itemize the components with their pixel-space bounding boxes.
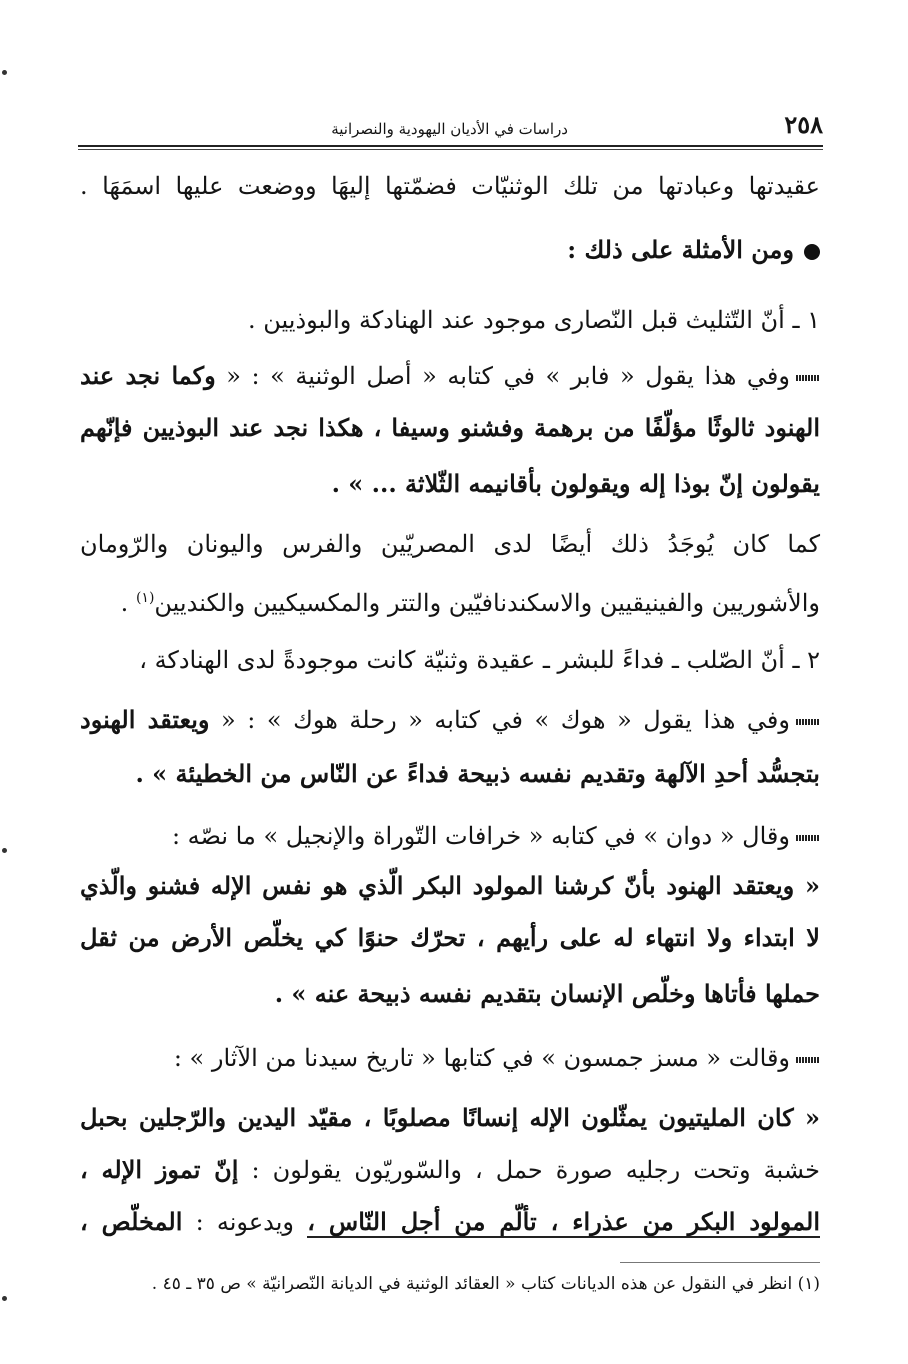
bullet-icon <box>804 244 820 260</box>
scan-artifact-dot <box>2 1296 7 1301</box>
text-line: يقولون إنّ بوذا إله ويقولون بأقانيمه الثّلاثة ... » . <box>331 469 820 498</box>
text-line: ١ ـ أنّ التّثليث قبل النّصارى موجود عند الهنادكة والبوذيين . <box>248 306 820 334</box>
header-rule <box>78 145 823 147</box>
text-line: بتجسُّد أحدِ الآلهة وتقديم نفسه ذبيحة فداءً عن النّاس من الخطيئة » . <box>135 759 820 788</box>
footnote: (١) انظر في النقول عن هذه الديانات كتاب « العقائد الوثنية في الديانة النّصرانيّة » ص ٣٥ ـ ٤٥ . <box>151 1274 820 1294</box>
page-number: ٢٥٨ <box>784 110 823 139</box>
quote-marker-icon <box>796 835 820 841</box>
page-header <box>78 110 823 146</box>
quote-marker-icon <box>796 1057 820 1063</box>
running-title: دراسات في الأديان اليهودية والنصرانية <box>331 120 568 138</box>
footnote-marker[interactable]: (١) <box>135 590 155 606</box>
scan-artifact-dot <box>2 70 7 75</box>
scan-artifact-dot <box>2 848 7 853</box>
header-rule-thin <box>78 149 823 150</box>
text-line: حملها فأتاها وخلّص الإنسان بتقديم نفسه ذبيحة عنه » . <box>274 979 820 1008</box>
text-line: وقال « دوان » في كتابه « خرافات التّوراة والإنجيل » ما نصّه : <box>172 818 820 854</box>
text-line: الهنود ثالوثًا مؤلّفًا من برهمة وفشنو وسيفا ، هكذا نجد عند البوذيين فإنّهم <box>80 413 820 442</box>
section-heading: ومن الأمثلة على ذلك : <box>567 232 820 268</box>
text-line: المولود البكر من عذراء ، تألّم من أجل النّاس ، ويدعونه : المخلّص ، <box>80 1207 821 1236</box>
text-line: وقالت « مسز جمسون » في كتابها « تاريخ سيدنا من الآثار » : <box>174 1040 820 1076</box>
quote-marker-icon <box>796 719 820 725</box>
text-line: وفي هذا يقول « هوك » في كتابه « رحلة هوك » : « ويعتقد الهنود <box>80 702 820 738</box>
text-line: وفي هذا يقول « فابر » في كتابه « أصل الوثنية » : « وكما نجد عند <box>80 358 820 394</box>
text-line: عقيدتها وعبادتها من تلك الوثنيّات فضمّتها إليهَا ووضعت عليها اسمَهَا . <box>80 172 820 200</box>
text-line: ٢ ـ أنّ الصّلب ـ فداءً للبشر ـ عقيدة وثنيّة كانت موجودةً لدى الهنادكة ، <box>139 646 820 674</box>
text-line: « ويعتقد الهنود بأنّ كرشنا المولود البكر الّذي هو نفس الإله فشنو والّذي <box>80 871 820 900</box>
text-line: كما كان يُوجَدُ ذلك أيضًا لدى المصريّين والفرس واليونان والرّومان <box>80 530 820 558</box>
text-line: والأشوريين والفينيقيين والاسكندنافيّين والتتر والمكسيكيين والكنديين$^{(١)}$ . <box>120 589 820 617</box>
footnote-rule <box>620 1262 820 1263</box>
quote-marker-icon <box>796 375 820 381</box>
text-line: لا ابتداء ولا انتهاء له على رأيهم ، تحرّك حنوًا كي يخلّص الأرض من ثقل <box>80 923 820 952</box>
text-line: خشبة وتحت رجليه صورة حمل ، والسّوريّون يقولون : إنّ تموز الإله ، <box>80 1155 820 1184</box>
text-line: « كان المليتيون يمثّلون الإله إنسانًا مصلوبًا ، مقيّد اليدين والرّجلين بحبل <box>80 1103 820 1132</box>
